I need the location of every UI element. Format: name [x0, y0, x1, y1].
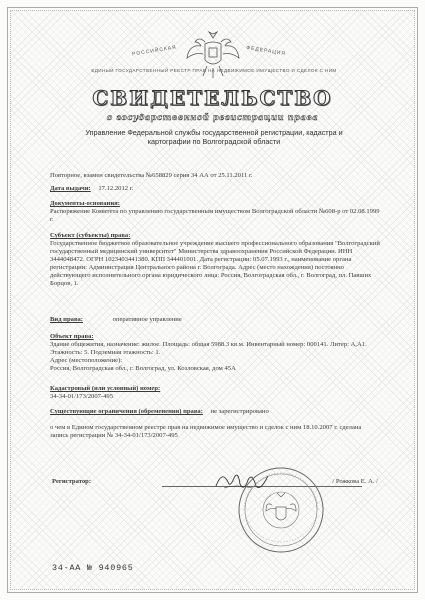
address-label: Адрес (местоположение):: [50, 357, 123, 365]
subject-section: [50, 232, 380, 288]
cadastral-label: Кадастровый (или условный) номер:: [50, 385, 161, 392]
object-value: Здание общежития, назначение: жилое. Площадь: общая 5988.3 кв.м. Инвентарный номер: 000141. Литер: А,А1. Этажность: 5. Подземная этажность: 1.: [50, 341, 367, 357]
official-seal-stamp: [236, 465, 326, 555]
documents-label: Документы-основания:: [50, 200, 120, 207]
ribbon-right-text: ФЕДЕРАЦИЯ: [245, 44, 287, 58]
certificate-serial-number: 34-АА № 940965: [52, 563, 134, 573]
document-subtitle: о государственной регистрации права: [106, 112, 319, 122]
issue-date-value: 17.12.2012 г.: [98, 185, 134, 192]
restrictions-row: [50, 408, 380, 416]
issue-date-label: Дата выдачи:: [50, 185, 91, 192]
registrar-label: Регистратор:: [52, 478, 92, 485]
record-note: о чем в Едином государственном реестре прав на недвижимое имущество и сделок с ним 18.10.2007 г. сделана запись регистрации № 34-34-01/173/2007-495: [50, 424, 362, 440]
ribbon-left-text: РОССИЙСКАЯ: [131, 44, 178, 58]
registry-line: ЕДИНЫЙ ГОСУДАРСТВЕННЫЙ РЕЕСТР ПРАВ НА НЕДВИЖИМОЕ ИМУЩЕСТВО И СДЕЛОК С НИМ: [91, 68, 337, 73]
issuing-authority: Управление Федеральной службы государственной регистрации, кадастра и картографии по Волгоградской области: [85, 128, 343, 147]
subject-label: Субъект (субъекты) права:: [50, 232, 131, 239]
restrictions-value: не зарегистрировано: [210, 408, 269, 415]
object-label: Объект права:: [50, 333, 94, 340]
documents-section: [50, 200, 380, 224]
right-type-label: Вид права:: [50, 316, 83, 323]
restrictions-label: Существующие ограничения (обременения) права:: [50, 408, 203, 415]
issue-date-row: [50, 185, 380, 193]
cadastral-section: [50, 385, 380, 401]
cadastral-value: 34-34-01/173/2007-495: [50, 393, 114, 401]
registrar-name: / Рожкова Е. А. /: [332, 478, 378, 485]
reissue-note: Повторное, взамен свидетельства №658829 серия 34 АА от 25.11.2011 г.: [50, 172, 253, 179]
object-section: [50, 333, 380, 373]
right-type-row: [50, 316, 380, 324]
document-title: СВИДЕТЕЛЬСТВО: [92, 86, 333, 110]
subject-value: Государственное бюджетное образовательное учреждение высшего профессионального образования "Волгоградский государственный медицинский университет" Министерства здравоохранения Российской Федерации. ИНН 3444048472. ОГРН 1023403441380. КПП 344401001. Дата регистрации: 05.07.1993 г., наименование органа регистрации: Администрация Центрального района г. Волгограда. Адрес (место нахождения) постоянно действующего исполнительного органа юридического лица: Россия, Волгоградская обл., г. Волгоград, пл. Павших Борцов, 1.: [50, 240, 380, 288]
address-value: Россия, Волгоградская обл., г. Волгоград, ул. Козловская, дом 45А: [50, 365, 236, 373]
documents-value: Распоряжение Комитета по управлению государственным имуществом Волгоградской области №608-р от 02.08.1999 г.: [50, 208, 380, 224]
right-type-value: оперативное управление: [112, 316, 182, 323]
